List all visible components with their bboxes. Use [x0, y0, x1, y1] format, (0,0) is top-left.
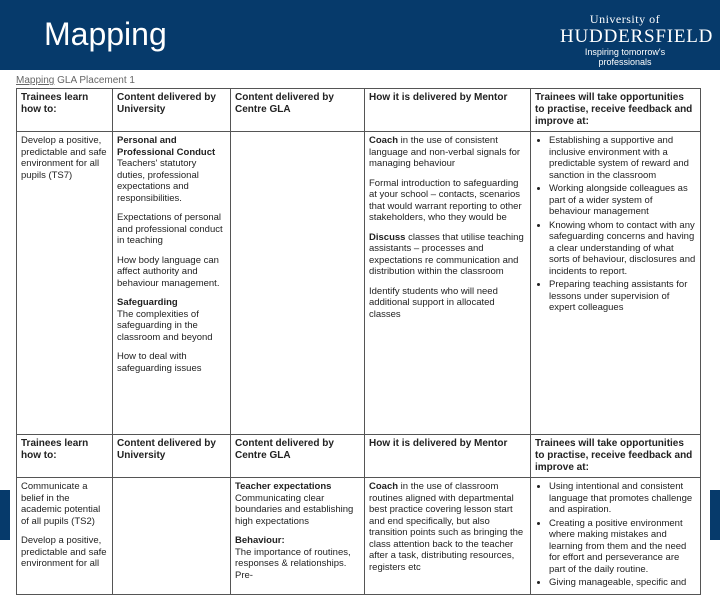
footer-accent-left — [0, 490, 10, 540]
learn-cell: Develop a positive, predictable and safe environment for all pupils (TS7) — [17, 132, 113, 435]
list-item: • Working alongside colleagues as part of a wider system of behaviour management — [549, 183, 696, 218]
list-item: • Using intentional and consistent language that promotes challenge and aspiration. — [549, 481, 696, 516]
centre-cell: Teacher expectations Communicating clear boundaries and establishing high expectations Behaviour: The importance of routines, responses & relationships. Pre- — [231, 478, 365, 595]
header-cell: How it is delivered by Mentor — [365, 89, 531, 132]
table-row — [17, 478, 701, 595]
mentor-cell: Coach in the use of classroom routines aligned with departmental best practice covering lesson start and end specifically, but also transition points such as bringing the class attention back to the teacher after a task, distributing resources, registers etc — [365, 478, 531, 595]
header-cell: Trainees learn how to: — [17, 89, 113, 132]
university-logo — [560, 12, 714, 67]
document-caption: Mapping GLA Placement 1 — [16, 75, 135, 86]
table-header-row — [17, 89, 701, 132]
mentor-cell: Coach in the use of consistent language and non-verbal signals for managing behaviour Formal introduction to safeguarding at your school – contacts, scenarios that would warrant reporting to other stakeholders, who they would be Discuss classes that utilise teaching assistants – processes and expectations re communication and distribution within the classroom Identify students who will need additional support in allocated classes — [365, 132, 531, 435]
document-image — [0, 70, 720, 588]
footer-accent-right — [710, 490, 720, 540]
header-cell: How it is delivered by Mentor — [365, 435, 531, 478]
practise-cell — [531, 478, 701, 595]
header-cell: Content delivered by University — [113, 89, 231, 132]
logo-tagline: Inspiring tomorrow's professionals — [584, 47, 666, 67]
list-item: • Knowing whom to contact with any safeguarding concerns and having a clear understanding of what sorts of behaviour, disclosures and incidents to report. — [549, 220, 696, 278]
centre-cell — [231, 132, 365, 435]
header-cell: Trainees will take opportunities to practise, receive feedback and improve at: — [531, 435, 701, 478]
learn-cell: Communicate a belief in the academic potential of all pupils (TS2) Develop a positive, predictable and safe environment for all — [17, 478, 113, 595]
header-cell: Trainees will take opportunities to practise, receive feedback and improve at: — [531, 89, 701, 132]
slide-title: Mapping — [44, 16, 167, 52]
header-cell: Content delivered by University — [113, 435, 231, 478]
header-cell: Content delivered by Centre GLA — [231, 435, 365, 478]
header-cell: Trainees learn how to: — [17, 435, 113, 478]
mapping-table — [16, 88, 701, 595]
header-cell: Content delivered by Centre GLA — [231, 89, 365, 132]
university-cell — [113, 478, 231, 595]
list-item: • Creating a positive environment where making mistakes and learning from them and the need for effort and perseverance are part of the daily routine. — [549, 518, 696, 576]
table-row — [17, 132, 701, 435]
university-cell: Personal and Professional Conduct Teachers' statutory duties, professional expectations and responsibilities. Expectations of personal and professional conduct in teaching How body language can affect authority and behaviour management. Safeguarding The complexities of safeguarding in the classroom and beyond How to deal with safeguarding issues — [113, 132, 231, 435]
list-item: • Giving manageable, specific and — [549, 577, 696, 589]
practise-cell — [531, 132, 701, 435]
list-item: • Preparing teaching assistants for lessons under supervision of expert colleagues — [549, 279, 696, 314]
logo-line-2: HUDDERSFIELD — [560, 26, 714, 47]
list-item: • Establishing a supportive and inclusive environment with a predictable system of reward and sanction in the classroom — [549, 135, 696, 181]
table-header-row — [17, 435, 701, 478]
logo-line-1: University of — [589, 12, 661, 26]
slide-header — [0, 0, 720, 70]
